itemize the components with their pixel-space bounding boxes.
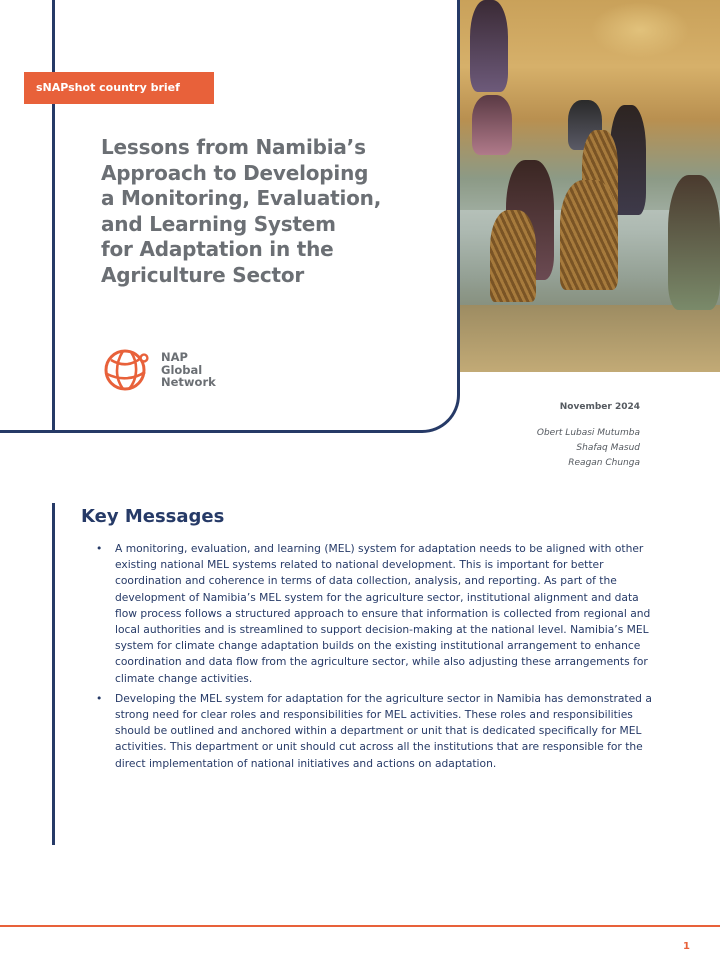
brief-type-tag: sNAPshot country brief [24,72,214,104]
title-line: Lessons from Namibia’s [101,135,366,159]
photo-fish-basket [560,180,618,290]
author-name: Reagan Chunga [568,458,640,468]
title-line: Agriculture Sector [101,262,305,287]
photo-figure [472,95,512,155]
title-line: and Learning System [101,211,336,236]
photo-fish-basket [490,210,536,302]
author-name: Obert Lubasi Mutumba [536,428,640,438]
cover-card-left-border [52,0,55,433]
list-item: • Developing the MEL system for adaptation for the agriculture sector in Namibia has demonstrated a strong need for clear roles and responsibilities for MEL activities. These roles and responsibilities should be outlined and anchored within a department or unit that is dedicated specifically for MEL activities. This department or unit should cut across all the institutions that are responsible for the direct implementation of national initiatives and actions on adaptation. [96,691,652,772]
author-name: Shafaq Masud [576,443,640,453]
key-messages-accent-bar [52,503,55,845]
title-line: for Adaptation in the [101,237,334,261]
globe-network-icon [101,344,153,396]
logo-wordmark [161,351,216,389]
publication-date: November 2024 [559,402,640,412]
page-number: 1 [683,941,690,952]
title-line: a Monitoring, Evaluation, [101,186,382,210]
photo-riverbank [440,305,720,372]
logo-line: NAP [161,350,188,365]
cover-photo [440,0,720,372]
list-item: • A monitoring, evaluation, and learning (MEL) system for adaptation needs to be aligned with other existing national MEL systems related to national development. This is important for better coordination and coherence in terms of data collection, analysis, and reporting. As part of the development of Namibia’s MEL system for the agriculture sector, institutional alignment and data flow process follows a structured approach to ensure that information is collected from regional and local authorities and is streamlined to support decision-making at the national level. Namibia’s MEL system for climate change adaptation builds on the existing institutional arrangement to enhance coordination and data flow from the agriculture sector, while also adjusting these arrangements for climate change activities. [96,541,652,687]
page-title [101,135,421,288]
key-messages-list [96,541,652,776]
logo-line: Network [161,375,216,390]
title-line: Approach to Developing [101,160,369,185]
logo-line: Global [161,362,203,377]
publication-meta [537,402,640,471]
footer-rule [0,925,720,927]
photo-figure [668,175,720,310]
photo-figure [470,0,508,92]
key-messages-heading: Key Messages [81,506,225,527]
nap-global-network-logo [101,344,216,396]
